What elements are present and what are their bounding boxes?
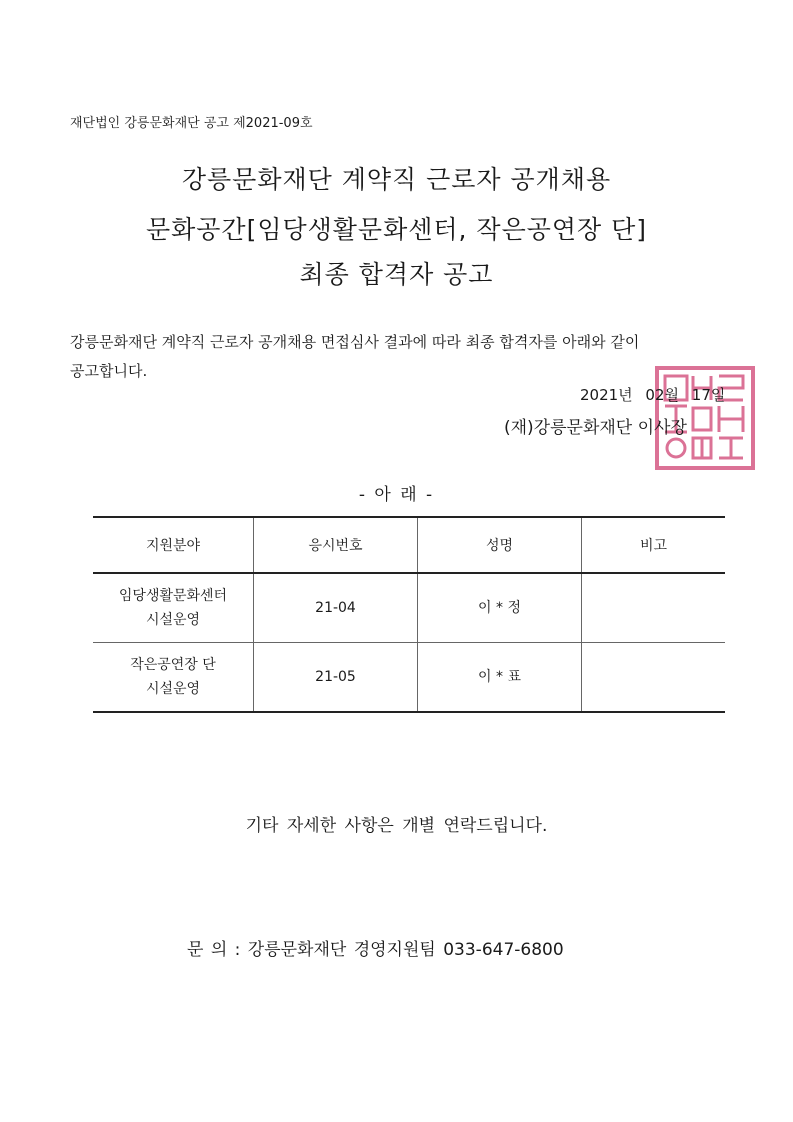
cell-name: 이 * 표	[418, 643, 582, 713]
field-line-1: 작은공연장 단	[130, 657, 216, 673]
header-note: 비고	[582, 517, 726, 573]
table-row	[93, 643, 725, 713]
body-text-line-2: 공고합니다.	[70, 362, 148, 380]
notice-number: 재단법인 강릉문화재단 공고 제2021-09호	[70, 116, 313, 131]
title-line-3: 최종 합격자 공고	[299, 260, 494, 289]
inquiry-contact: 문 의 : 강릉문화재단 경영지원팀 033-647-6800	[187, 940, 564, 960]
annex-label: - 아 래 -	[358, 485, 435, 505]
cell-field	[93, 573, 254, 643]
body-text-line-1: 강릉문화재단 계약직 근로자 공개채용 면접심사 결과에 따라 최종 합격자를 아래와 같이	[70, 333, 640, 351]
cell-exam-number: 21-05	[254, 643, 418, 713]
cell-field	[93, 643, 254, 713]
header-name: 성명	[418, 517, 582, 573]
issue-date: 2021년 02월 17일	[580, 386, 726, 404]
cell-exam-number: 21-04	[254, 573, 418, 643]
cell-note	[582, 643, 726, 713]
result-table	[93, 516, 725, 713]
additional-info: 기타 자세한 사항은 개별 연락드립니다.	[245, 816, 548, 836]
field-line-2: 시설운영	[145, 612, 201, 628]
table-header-row	[93, 517, 725, 573]
cell-note	[582, 573, 726, 643]
field-line-2: 시설운영	[145, 681, 201, 697]
header-exam-number: 응시번호	[254, 517, 418, 573]
cell-name: 이 * 정	[418, 573, 582, 643]
table-row	[93, 573, 725, 643]
title-line-1: 강릉문화재단 계약직 근로자 공개채용	[181, 165, 612, 194]
header-field: 지원분야	[93, 517, 254, 573]
title-line-2: 문화공간[임당생활문화센터, 작은공연장 단]	[145, 215, 648, 244]
field-line-1: 임당생활문화센터	[118, 588, 228, 604]
issuer-name: (재)강릉문화재단 이사장	[504, 418, 687, 438]
